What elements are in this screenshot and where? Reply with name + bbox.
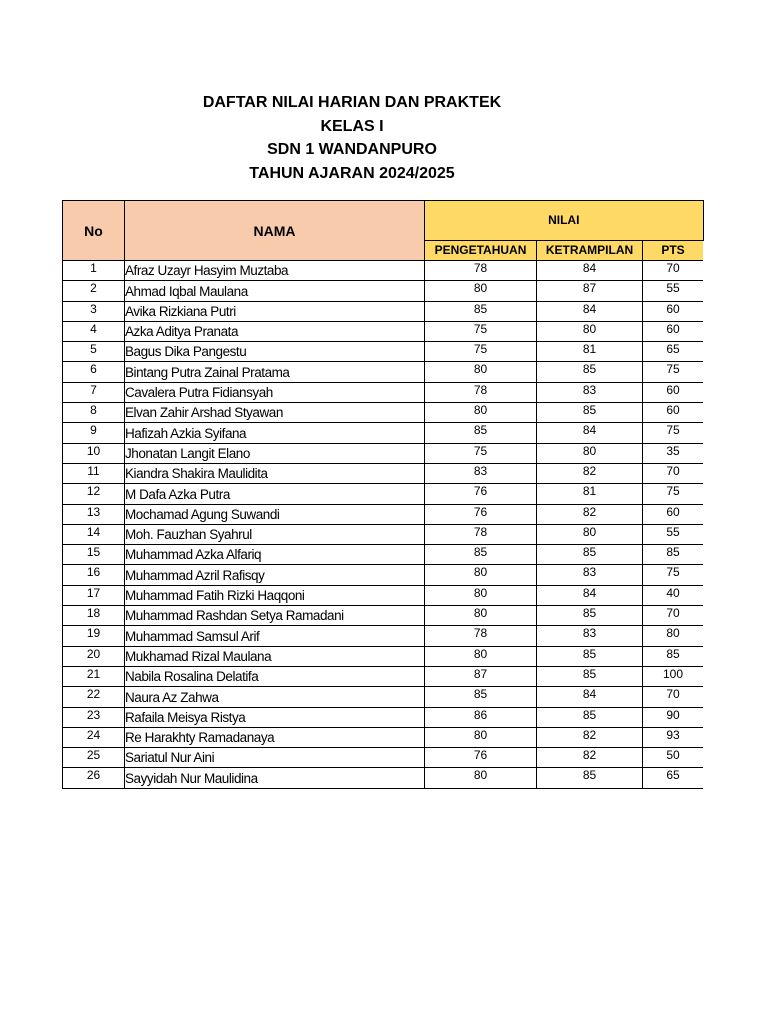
pts-score-cell: 85 [643,545,704,565]
student-name-cell: Ahmad Iqbal Maulana [125,281,425,301]
row-number-cell: 19 [63,626,125,646]
pts-score-cell: 60 [643,301,704,321]
row-number-cell: 21 [63,666,125,686]
table-row [63,403,704,423]
table-row [63,768,704,788]
grades-table [62,200,704,789]
table-row [63,301,704,321]
pts-score-cell: 60 [643,321,704,341]
student-name-cell: Muhammad Rashdan Setya Ramadani [125,606,425,626]
pts-score-cell: 40 [643,585,704,605]
ketrampilan-score-cell: 84 [537,585,643,605]
row-number-cell: 11 [63,463,125,483]
ketrampilan-score-cell: 85 [537,403,643,423]
pengetahuan-score-cell: 80 [425,281,537,301]
student-name-cell: Sayyidah Nur Maulidina [125,768,425,788]
table-row [63,504,704,524]
table-row [63,748,704,768]
ketrampilan-score-cell: 85 [537,768,643,788]
row-number-cell: 3 [63,301,125,321]
pengetahuan-score-cell: 78 [425,524,537,544]
pts-score-cell: 50 [643,748,704,768]
pengetahuan-score-cell: 76 [425,748,537,768]
pengetahuan-score-cell: 76 [425,504,537,524]
pts-score-cell: 55 [643,524,704,544]
row-number-cell: 9 [63,423,125,443]
ketrampilan-score-cell: 82 [537,727,643,747]
table-row [63,646,704,666]
ketrampilan-score-cell: 82 [537,504,643,524]
table-row [63,626,704,646]
ketrampilan-score-cell: 81 [537,342,643,362]
ketrampilan-score-cell: 84 [537,687,643,707]
student-name-cell: Muhammad Azril Rafisqy [125,565,425,585]
row-number-cell: 18 [63,606,125,626]
table-row [63,261,704,281]
row-number-cell: 17 [63,585,125,605]
pengetahuan-score-cell: 85 [425,687,537,707]
student-name-cell: Kiandra Shakira Maulidita [125,463,425,483]
pts-score-cell: 75 [643,362,704,382]
pts-score-cell: 55 [643,281,704,301]
pts-score-cell: 100 [643,666,704,686]
ketrampilan-score-cell: 83 [537,565,643,585]
student-name-cell: Sariatul Nur Aini [125,748,425,768]
row-number-cell: 10 [63,443,125,463]
table-row [63,484,704,504]
pengetahuan-score-cell: 80 [425,403,537,423]
pts-score-cell: 70 [643,687,704,707]
pengetahuan-score-cell: 75 [425,321,537,341]
student-name-cell: Elvan Zahir Arshad Styawan [125,403,425,423]
pts-score-cell: 75 [643,423,704,443]
student-name-cell: Avika Rizkiana Putri [125,301,425,321]
ketrampilan-score-cell: 85 [537,707,643,727]
table-row [63,707,704,727]
ketrampilan-score-cell: 83 [537,382,643,402]
table-row [63,321,704,341]
pengetahuan-score-cell: 80 [425,727,537,747]
pts-score-cell: 60 [643,403,704,423]
pengetahuan-score-cell: 85 [425,545,537,565]
row-number-cell: 1 [63,261,125,281]
student-name-cell: Azka Aditya Pranata [125,321,425,341]
table-row [63,666,704,686]
pts-score-cell: 65 [643,768,704,788]
pengetahuan-score-cell: 80 [425,768,537,788]
student-name-cell: Hafizah Azkia Syifana [125,423,425,443]
pts-score-cell: 60 [643,382,704,402]
pengetahuan-score-cell: 80 [425,362,537,382]
pengetahuan-score-cell: 80 [425,646,537,666]
student-name-cell: Afraz Uzayr Hasyim Muztaba [125,261,425,281]
column-header-pengetahuan: PENGETAHUAN [425,240,537,260]
table-row [63,524,704,544]
student-name-cell: Jhonatan Langit Elano [125,443,425,463]
row-number-cell: 23 [63,707,125,727]
pengetahuan-score-cell: 76 [425,484,537,504]
ketrampilan-score-cell: 80 [537,524,643,544]
row-number-cell: 22 [63,687,125,707]
student-name-cell: Muhammad Samsul Arif [125,626,425,646]
pengetahuan-score-cell: 80 [425,585,537,605]
student-name-cell: Rafaila Meisya Ristya [125,707,425,727]
table-row [63,727,704,747]
pts-score-cell: 75 [643,484,704,504]
ketrampilan-score-cell: 87 [537,281,643,301]
student-name-cell: Moh. Fauzhan Syahrul [125,524,425,544]
pts-score-cell: 85 [643,646,704,666]
column-header-ketrampilan: KETRAMPILAN [537,240,643,260]
pengetahuan-score-cell: 75 [425,443,537,463]
student-name-cell: Nabila Rosalina Delatifa [125,666,425,686]
pengetahuan-score-cell: 78 [425,626,537,646]
row-number-cell: 16 [63,565,125,585]
student-name-cell: Muhammad Fatih Rizki Haqqoni [125,585,425,605]
row-number-cell: 14 [63,524,125,544]
row-number-cell: 2 [63,281,125,301]
pts-score-cell: 70 [643,261,704,281]
row-number-cell: 26 [63,768,125,788]
table-row [63,565,704,585]
class-label: KELAS I [320,117,384,135]
student-name-cell: Bagus Dika Pangestu [125,342,425,362]
pengetahuan-score-cell: 87 [425,666,537,686]
row-number-cell: 13 [63,504,125,524]
pengetahuan-score-cell: 80 [425,606,537,626]
pts-score-cell: 70 [643,606,704,626]
document-title: DAFTAR NILAI HARIAN DAN PRAKTEK [202,94,502,111]
ketrampilan-score-cell: 82 [537,463,643,483]
pts-score-cell: 70 [643,463,704,483]
student-name-cell: Bintang Putra Zainal Pratama [125,362,425,382]
ketrampilan-score-cell: 84 [537,301,643,321]
table-row [63,463,704,483]
ketrampilan-score-cell: 82 [537,748,643,768]
document-header [0,91,704,185]
pts-score-cell: 80 [643,626,704,646]
student-name-cell: Naura Az Zahwa [125,687,425,707]
pts-score-cell: 60 [643,504,704,524]
ketrampilan-score-cell: 80 [537,443,643,463]
ketrampilan-score-cell: 85 [537,362,643,382]
row-number-cell: 15 [63,545,125,565]
table-row [63,585,704,605]
column-header-nilai: NILAI [425,201,704,241]
row-number-cell: 20 [63,646,125,666]
row-number-cell: 4 [63,321,125,341]
school-name: SDN 1 WANDANPURO [267,141,437,158]
row-number-cell: 8 [63,403,125,423]
table-row [63,342,704,362]
pengetahuan-score-cell: 86 [425,707,537,727]
table-row [63,545,704,565]
ketrampilan-score-cell: 83 [537,626,643,646]
column-header-pts: PTS [643,240,704,260]
pengetahuan-score-cell: 83 [425,463,537,483]
pts-score-cell: 35 [643,443,704,463]
student-name-cell: Muhammad Azka Alfariq [125,545,425,565]
ketrampilan-score-cell: 84 [537,261,643,281]
table-row [63,443,704,463]
row-number-cell: 6 [63,362,125,382]
pts-score-cell: 93 [643,727,704,747]
student-name-cell: Cavalera Putra Fidiansyah [125,382,425,402]
table-row [63,423,704,443]
ketrampilan-score-cell: 85 [537,666,643,686]
student-name-cell: M Dafa Azka Putra [125,484,425,504]
table-row [63,362,704,382]
row-number-cell: 12 [63,484,125,504]
student-name-cell: Mochamad Agung Suwandi [125,504,425,524]
table-row [63,281,704,301]
ketrampilan-score-cell: 85 [537,606,643,626]
pengetahuan-score-cell: 75 [425,342,537,362]
row-number-cell: 5 [63,342,125,362]
pts-score-cell: 75 [643,565,704,585]
row-number-cell: 25 [63,748,125,768]
pengetahuan-score-cell: 85 [425,423,537,443]
student-name-cell: Re Harakhty Ramadanaya [125,727,425,747]
ketrampilan-score-cell: 85 [537,545,643,565]
row-number-cell: 7 [63,382,125,402]
pengetahuan-score-cell: 80 [425,565,537,585]
pengetahuan-score-cell: 85 [425,301,537,321]
table-row [63,382,704,402]
pengetahuan-score-cell: 78 [425,261,537,281]
table-row [63,687,704,707]
ketrampilan-score-cell: 84 [537,423,643,443]
ketrampilan-score-cell: 85 [537,646,643,666]
pts-score-cell: 90 [643,707,704,727]
student-name-cell: Mukhamad Rizal Maulana [125,646,425,666]
pengetahuan-score-cell: 78 [425,382,537,402]
column-header-no: No [63,201,125,261]
column-header-nama: NAMA [125,201,425,261]
table-row [63,606,704,626]
pts-score-cell: 65 [643,342,704,362]
row-number-cell: 24 [63,727,125,747]
ketrampilan-score-cell: 80 [537,321,643,341]
academic-year: TAHUN AJARAN 2024/2025 [249,164,455,182]
ketrampilan-score-cell: 81 [537,484,643,504]
